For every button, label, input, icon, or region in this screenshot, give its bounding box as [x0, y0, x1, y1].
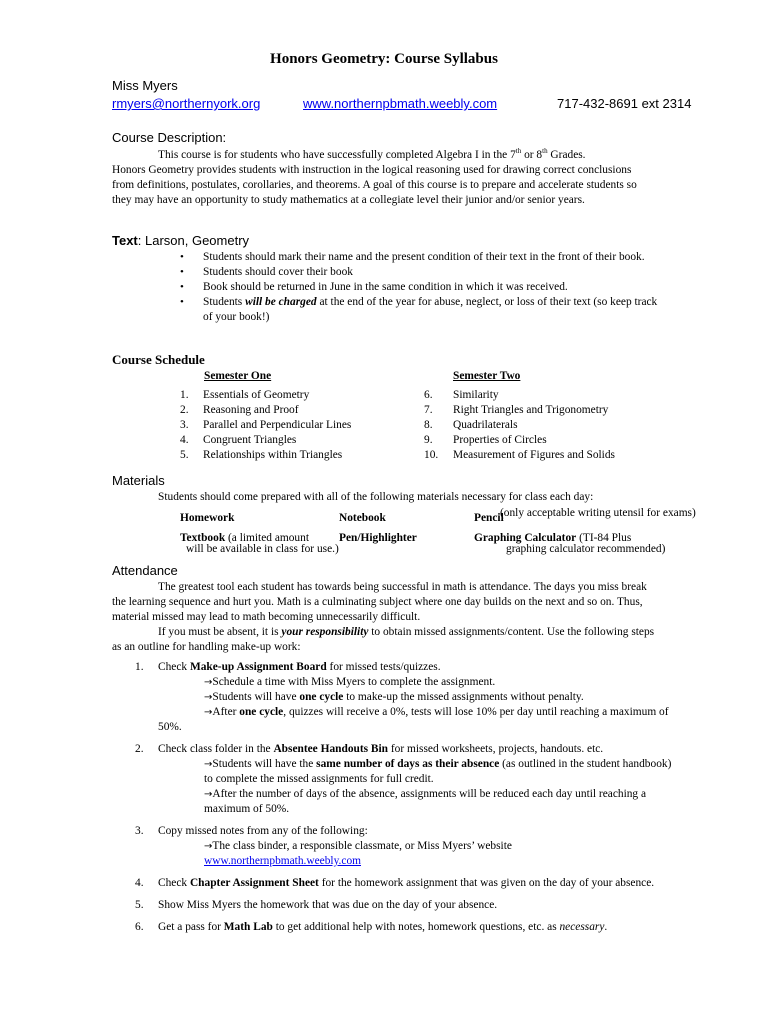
arrow-icon: → — [204, 707, 213, 718]
list-item: 3. Copy missed notes from any of the following: →The class binder, a responsible classmate, or Miss Myers’ website www.northernpbmath.weebly.com — [135, 825, 512, 867]
material-homework: Homework — [180, 512, 235, 524]
semester-two-list — [424, 388, 674, 463]
list-item: 4. Check Chapter Assignment Sheet for the homework assignment that was given on the day of your absence. — [135, 877, 655, 889]
makeup-steps — [112, 660, 672, 942]
list-item: 5. Show Miss Myers the homework that was due on the day of your absence. — [135, 899, 498, 911]
list-item: • Students will be charged at the end of the year for abuse, neglect, or loss of their text (so keep track of your book!) — [180, 295, 660, 325]
list-item: 10. Measurement of Figures and Solids — [424, 449, 615, 461]
description-heading: Course Description: — [112, 130, 227, 145]
list-item: • Book should be returned in June in the same condition in which it was received. — [180, 280, 660, 295]
list-item: 4. Congruent Triangles — [180, 434, 297, 446]
attendance-paragraph — [112, 580, 657, 655]
phone-number: 717-432-8691 ext 2314 — [557, 96, 692, 111]
arrow-icon: → — [204, 841, 213, 852]
description-text — [112, 148, 652, 208]
material-pencil: Pencil — [474, 512, 504, 524]
arrow-icon: → — [204, 692, 213, 703]
semester-one-label: Semester One — [204, 370, 272, 382]
list-item: 3. Parallel and Perpendicular Lines — [180, 419, 352, 431]
page-title: Honors Geometry: Course Syllabus — [270, 51, 498, 67]
list-item: 1. Essentials of Geometry — [180, 389, 310, 401]
arrow-icon: → — [204, 789, 213, 800]
list-item: 6. Similarity — [424, 389, 499, 401]
description-first-line: This course is for students who have successfully completed Algebra I in the 7th or 8th Grades. — [158, 147, 586, 161]
attendance-intro: The greatest tool each student has towards being successful in math is attendance. The days you miss break the learning sequence and hurt you. Math is a culminating subject where one day builds on the next and so on. Thus, material missed may lead to math becoming unnecessarily difficult. — [112, 581, 647, 623]
pencil-note: (only acceptable writing utensil for exams) — [500, 507, 696, 519]
material-pen-highlighter: Pen/Highlighter — [339, 532, 417, 544]
arrow-icon: → — [204, 759, 213, 770]
list-item: 1. Check Make-up Assignment Board for missed tests/quizzes. →Schedule a time with Miss Myers to complete the assignment. →Students will have one cycle to make-up the missed assignments without penalty. →After one cycle, quizzes will receive a 0%, tests will lose 10% per day until reaching a maximum of 50%. — [135, 661, 669, 733]
list-item: • Students should cover their book — [180, 265, 660, 280]
list-item: 6. Get a pass for Math Lab to get additional help with notes, homework questions, etc. as necessary. — [135, 921, 608, 933]
attendance-heading: Attendance — [112, 563, 178, 578]
schedule-heading: Course Schedule — [112, 352, 205, 367]
list-item: 2. Check class folder in the Absentee Handouts Bin for missed worksheets, projects, handouts. etc. →Students will have the same number of days as their absence (as outlined in the student handbook) to complete the missed assignments for full credit. →After the number of days of the absence, assignments will be reduced each day until reaching a maximum of 50%. — [135, 743, 672, 815]
calculator-note: graphing calculator recommended) — [506, 543, 666, 555]
materials-intro: Students should come prepared with all of the following materials necessary for class each day: — [158, 491, 594, 503]
text-heading: Text: Larson, Geometry — [112, 233, 250, 248]
semester-two-label: Semester Two — [453, 370, 521, 382]
list-item: 5. Relationships within Triangles — [180, 449, 343, 461]
material-calculator: Graphing Calculator (TI-84 Plus — [474, 532, 632, 544]
materials-heading: Materials — [112, 473, 165, 488]
list-item: 7. Right Triangles and Trigonometry — [424, 404, 609, 416]
website-link[interactable]: www.northernpbmath.weebly.com — [303, 96, 498, 111]
list-item: 8. Quadrilaterals — [424, 419, 518, 431]
text-bullets — [180, 250, 660, 325]
email-link[interactable]: rmyers@northernyork.org — [112, 96, 261, 111]
attendance-responsibility: If you must be absent, it is your responsibility to obtain missed assignments/content. Use the following steps as an outline for handling make-up work: — [112, 626, 655, 653]
material-notebook: Notebook — [339, 512, 386, 524]
teacher-name: Miss Myers — [112, 78, 178, 93]
textbook-note: will be available in class for use.) — [186, 543, 339, 555]
list-item: • Students should mark their name and the present condition of their text in the front of their book. — [180, 250, 660, 265]
list-item: 9. Properties of Circles — [424, 434, 547, 446]
arrow-icon: → — [204, 677, 213, 688]
description-body: Honors Geometry provides students with instruction in the logical reasoning used for drawing correct conclusions from definitions, postulates, corollaries, and theorems. A goal of this course is to prepare and accelerate students so they may have an opportunity to study mathematics at a collegiate level their junior and/or senior years. — [112, 164, 637, 206]
website-link[interactable]: www.northernpbmath.weebly.com — [204, 855, 361, 867]
list-item: 2. Reasoning and Proof — [180, 404, 299, 416]
semester-one-list — [180, 388, 410, 463]
material-textbook: Textbook (a limited amount — [180, 532, 309, 544]
